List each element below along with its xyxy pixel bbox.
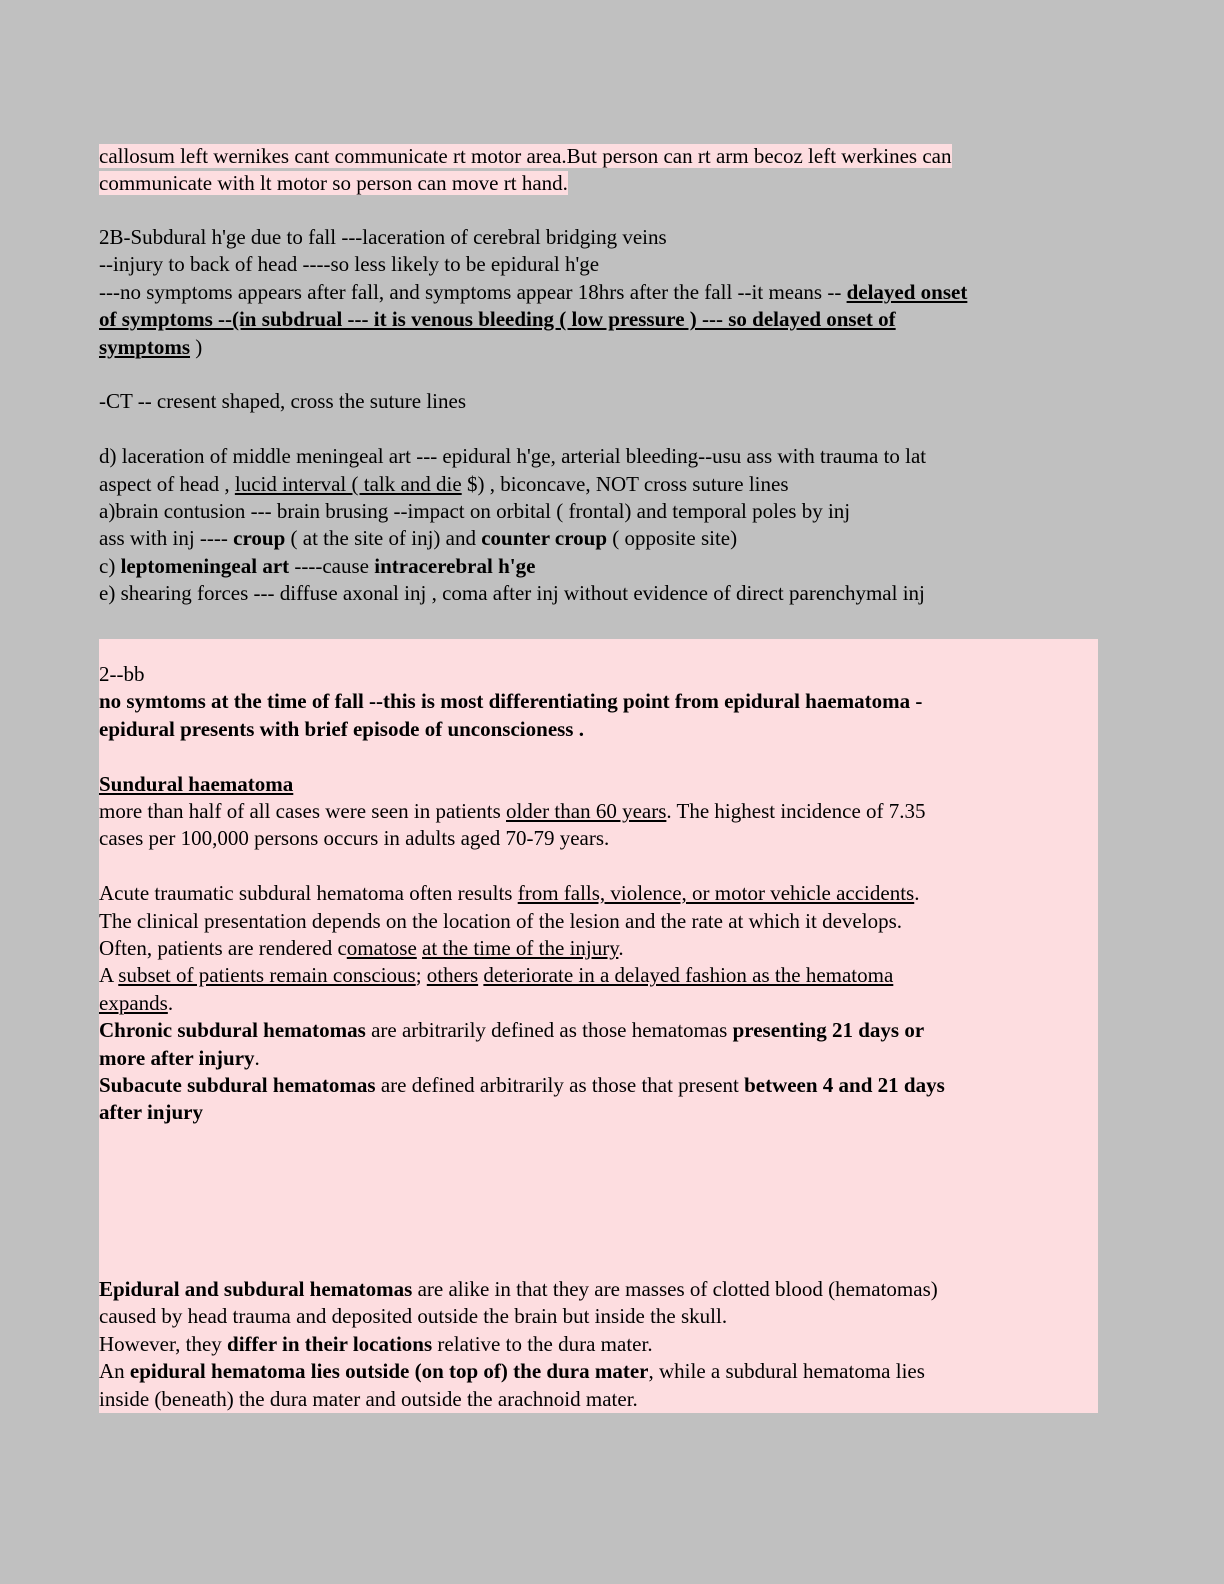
spacer [99, 361, 1099, 388]
comparison-paragraph [99, 1276, 1099, 1413]
differ-term: differ in their locations [227, 1331, 433, 1356]
compare-line-2: caused by head trauma and deposited outside the brain but inside the skull. [99, 1304, 728, 1329]
option-a-line-1: a)brain contusion --- brain brusing --impact on orbital ( frontal) and temporal poles by inj [99, 499, 851, 524]
counter-croup-term: counter croup [481, 526, 608, 551]
option-e-line: e) shearing forces --- diffuse axonal inj , coma after inj without evidence of direct parenchymal inj [99, 581, 925, 606]
expands-end: . [167, 990, 174, 1015]
spacer [99, 743, 1099, 770]
option-d-text-end: $) , biconcave, NOT cross suture lines [461, 471, 789, 496]
spacer [99, 416, 1099, 443]
intro-paragraph [99, 143, 1099, 198]
chronic-text: are arbitrarily defined as those hematomas [365, 1018, 733, 1043]
deteriorate-underline: deteriorate in a delayed fashion as the hematoma [483, 963, 894, 988]
option-a-line-2 [99, 525, 1099, 552]
intracerebral-term: intracerebral h'ge [374, 553, 536, 578]
leptomeningeal-term: leptomeningeal art [120, 553, 290, 578]
incidence-text: more than half of all cases were seen in patients [99, 799, 507, 824]
cause-line [99, 880, 1099, 907]
q2b-line-3 [99, 279, 1099, 306]
incidence-line-2: cases per 100,000 persons occurs in adults aged 70-79 years. [99, 826, 610, 851]
injury-time-underline: at the time of the injury [422, 936, 619, 961]
compare-line-1 [99, 1276, 1099, 1303]
section-title: Sundural haematoma [99, 771, 294, 796]
subacute-days: between 4 and 21 days [744, 1073, 945, 1098]
option-a-text: ass with inj ---- [99, 526, 234, 551]
presentation-line: The clinical presentation depends on the location of the lesion and the rate at which it develops. [99, 908, 902, 933]
compare-line-3 [99, 1331, 1099, 1358]
compare-text-4-end: , while a subdural hematoma lies [648, 1359, 925, 1384]
q2b-line-3-emphasis: delayed onset [846, 279, 968, 304]
option-c-prefix: c) [99, 553, 121, 578]
compare-line-5: inside (beneath) the dura mater and outside the arachnoid mater. [99, 1386, 638, 1411]
q2b-line-1: 2B-Subdural h'ge due to fall ---laceration of cerebral bridging veins [99, 225, 667, 249]
option-c-line [99, 553, 1099, 580]
option-c-text-mid: ----cause [289, 553, 375, 578]
q2b-line-5-emphasis: symptoms [99, 334, 191, 359]
ct-line: -CT -- cresent shaped, cross the suture lines [99, 389, 467, 414]
question-2b-notes [99, 224, 1099, 608]
conscious-underline: subset of patients remain conscious [118, 963, 416, 988]
spacer [99, 853, 1099, 880]
comatose-line [99, 935, 1099, 962]
bb-key-point-1: no symtoms at the time of fall --this is most differentiating point from epidural haematoma - [99, 689, 923, 714]
option-a-text-end: ( opposite site) [607, 526, 738, 551]
intro-line-2: communicate with lt motor so person can move rt hand. [99, 171, 568, 196]
compare-line-4 [99, 1358, 1099, 1385]
q2b-line-5-text: ) [190, 334, 203, 359]
comatose-text-end: . [618, 936, 624, 961]
separator: ; [415, 963, 427, 988]
intro-line-1: callosum left wernikes cant communicate rt motor area.But person can rt arm becoz left werkines can [99, 144, 952, 168]
cause-text: Acute traumatic subdural hematoma often results [99, 881, 518, 906]
q2b-line-2: --injury to back of head ----so less likely to be epidural h'ge [99, 252, 600, 277]
bb-heading: 2--bb [99, 662, 145, 686]
q2b-line-4: of symptoms --(in subdrual --- it is venous bleeding ( low pressure ) --- so delayed onset of [99, 307, 896, 332]
expands-line [99, 990, 1099, 1017]
chronic-term: Chronic subdural hematomas [99, 1018, 366, 1043]
chronic-line-2 [99, 1045, 1099, 1072]
chronic-end: . [254, 1045, 260, 1070]
chronic-line-1 [99, 1017, 1099, 1044]
subdural-notes [99, 661, 1099, 1127]
chronic-days: presenting 21 days or [732, 1018, 925, 1043]
cause-text-end: . [914, 881, 920, 906]
compare-term: Epidural and subdural hematomas [99, 1277, 413, 1301]
expands-underline: expands [99, 990, 168, 1015]
subacute-text: are defined arbitrarily as those that present [375, 1073, 745, 1098]
others-underline: others [426, 963, 479, 988]
comatose-underline: omatose [346, 936, 417, 961]
compare-text-3: However, they [99, 1331, 228, 1356]
epidural-location-term: epidural hematoma lies outside (on top of) the dura mater [129, 1359, 649, 1384]
subacute-line-2: after injury [99, 1100, 204, 1125]
q2b-line-5 [99, 334, 1099, 361]
incidence-line-1 [99, 798, 1099, 825]
subset-prefix: A [99, 963, 119, 988]
compare-text-4: An [99, 1359, 130, 1384]
compare-text-3-end: relative to the dura mater. [432, 1331, 653, 1356]
option-d-text: aspect of head , [99, 471, 235, 496]
subacute-term: Subacute subdural hematomas [99, 1073, 376, 1098]
compare-text-1: are alike in that they are masses of clotted blood (hematomas) [412, 1277, 938, 1301]
option-a-text-mid: ( at the site of inj) and [285, 526, 482, 551]
chronic-days-end: more after injury [99, 1045, 255, 1070]
incidence-text-end: . The highest incidence of 7.35 [666, 799, 926, 824]
comatose-text: Often, patients are rendered c [99, 936, 347, 961]
option-d-line-2 [99, 471, 1099, 498]
bb-key-point-2: epidural presents with brief episode of unconscioness . [99, 716, 584, 741]
subacute-line-1 [99, 1072, 1099, 1099]
age-underline: older than 60 years [506, 799, 667, 824]
option-d-line-1: d) laceration of middle meningeal art --- epidural h'ge, arterial bleeding--usu ass with trauma to lat [99, 444, 927, 469]
cause-underline: from falls, violence, or motor vehicle accidents [517, 881, 915, 906]
subset-line [99, 962, 1099, 989]
croup-term: croup [233, 526, 286, 551]
lucid-interval-text: lucid interval ( talk and die [234, 471, 462, 496]
q2b-line-3-text: ---no symptoms appears after fall, and symptoms appear 18hrs after the fall --it means -- [99, 279, 847, 304]
